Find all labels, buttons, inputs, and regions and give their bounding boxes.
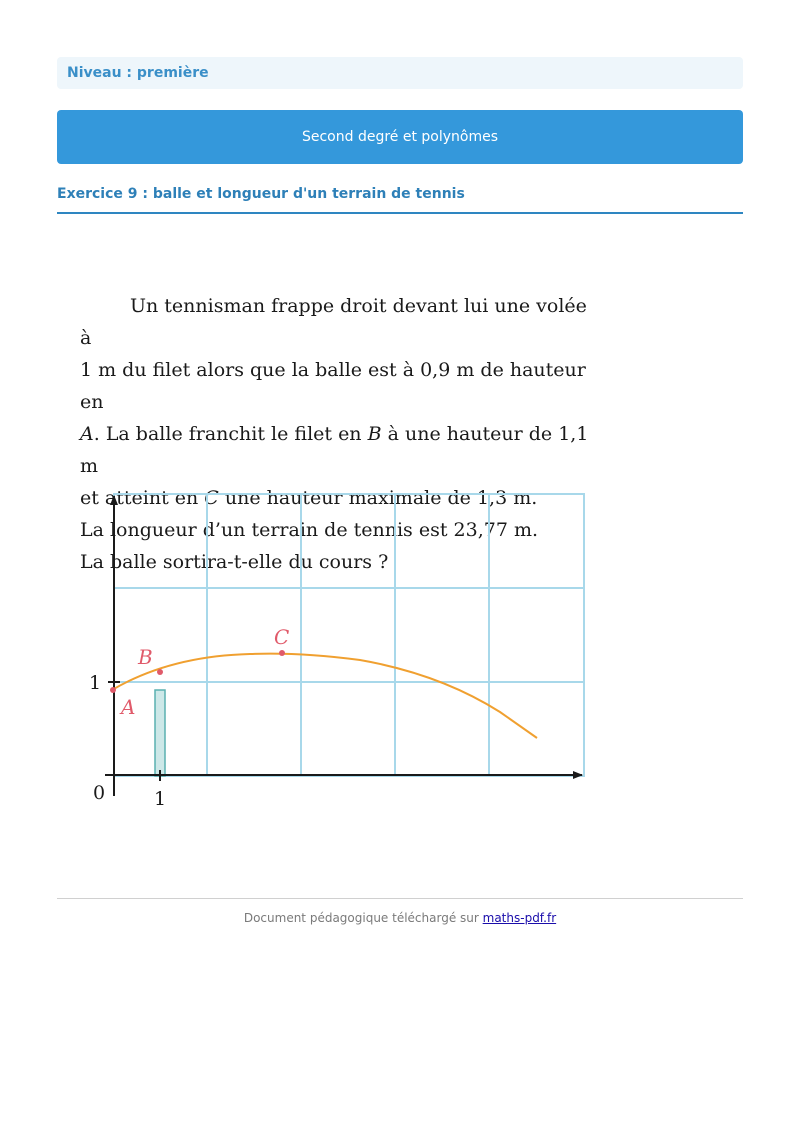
footer: [0, 911, 800, 925]
grid-border: [114, 494, 584, 776]
point-b: [157, 669, 163, 675]
label-a: A: [121, 695, 136, 719]
y-tick-label: 1: [89, 672, 102, 694]
problem-line-6: La balle sortira-t-elle du cours ?: [80, 551, 389, 573]
origin-label: 0: [93, 782, 106, 804]
footer-link[interactable]: maths-pdf.fr: [482, 911, 557, 925]
problem-line-4-end: une hauteur maximale de 1,3 m.: [218, 487, 538, 509]
exercise-title: Exercice 9 : balle et longueur d'un terrain de tennis: [57, 186, 743, 214]
point-a-ref: A: [80, 423, 94, 445]
point-b-ref: B: [367, 423, 382, 445]
net: [155, 690, 165, 776]
ball-trajectory: [112, 654, 537, 738]
point-c-ref: C: [204, 487, 219, 509]
point-c: [279, 650, 285, 656]
problem-line-1: Un tennisman frappe droit devant lui une volée à: [80, 295, 587, 349]
footer-text: Document pédagogique téléchargé sur: [243, 911, 483, 925]
problem-line-4-text: et atteint en: [80, 487, 205, 509]
footer-divider: [57, 898, 743, 899]
label-b: B: [138, 645, 153, 669]
problem-line-3-end: à une hauteur de 1,1 m: [80, 423, 589, 477]
point-a: [110, 687, 116, 693]
grid: [114, 494, 584, 776]
x-tick-label: 1: [154, 788, 167, 810]
level-label: Niveau : première: [67, 65, 209, 81]
chapter-title: Second degré et polynômes: [301, 129, 499, 145]
label-c: C: [274, 625, 290, 649]
problem-line-5: La longueur d’un terrain de tennis est 23,77 m.: [80, 519, 539, 541]
problem-line-2: 1 m du filet alors que la balle est à 0,9 m de hauteur en: [80, 359, 586, 413]
problem-line-3-text: . La balle franchit le filet en: [93, 423, 368, 445]
